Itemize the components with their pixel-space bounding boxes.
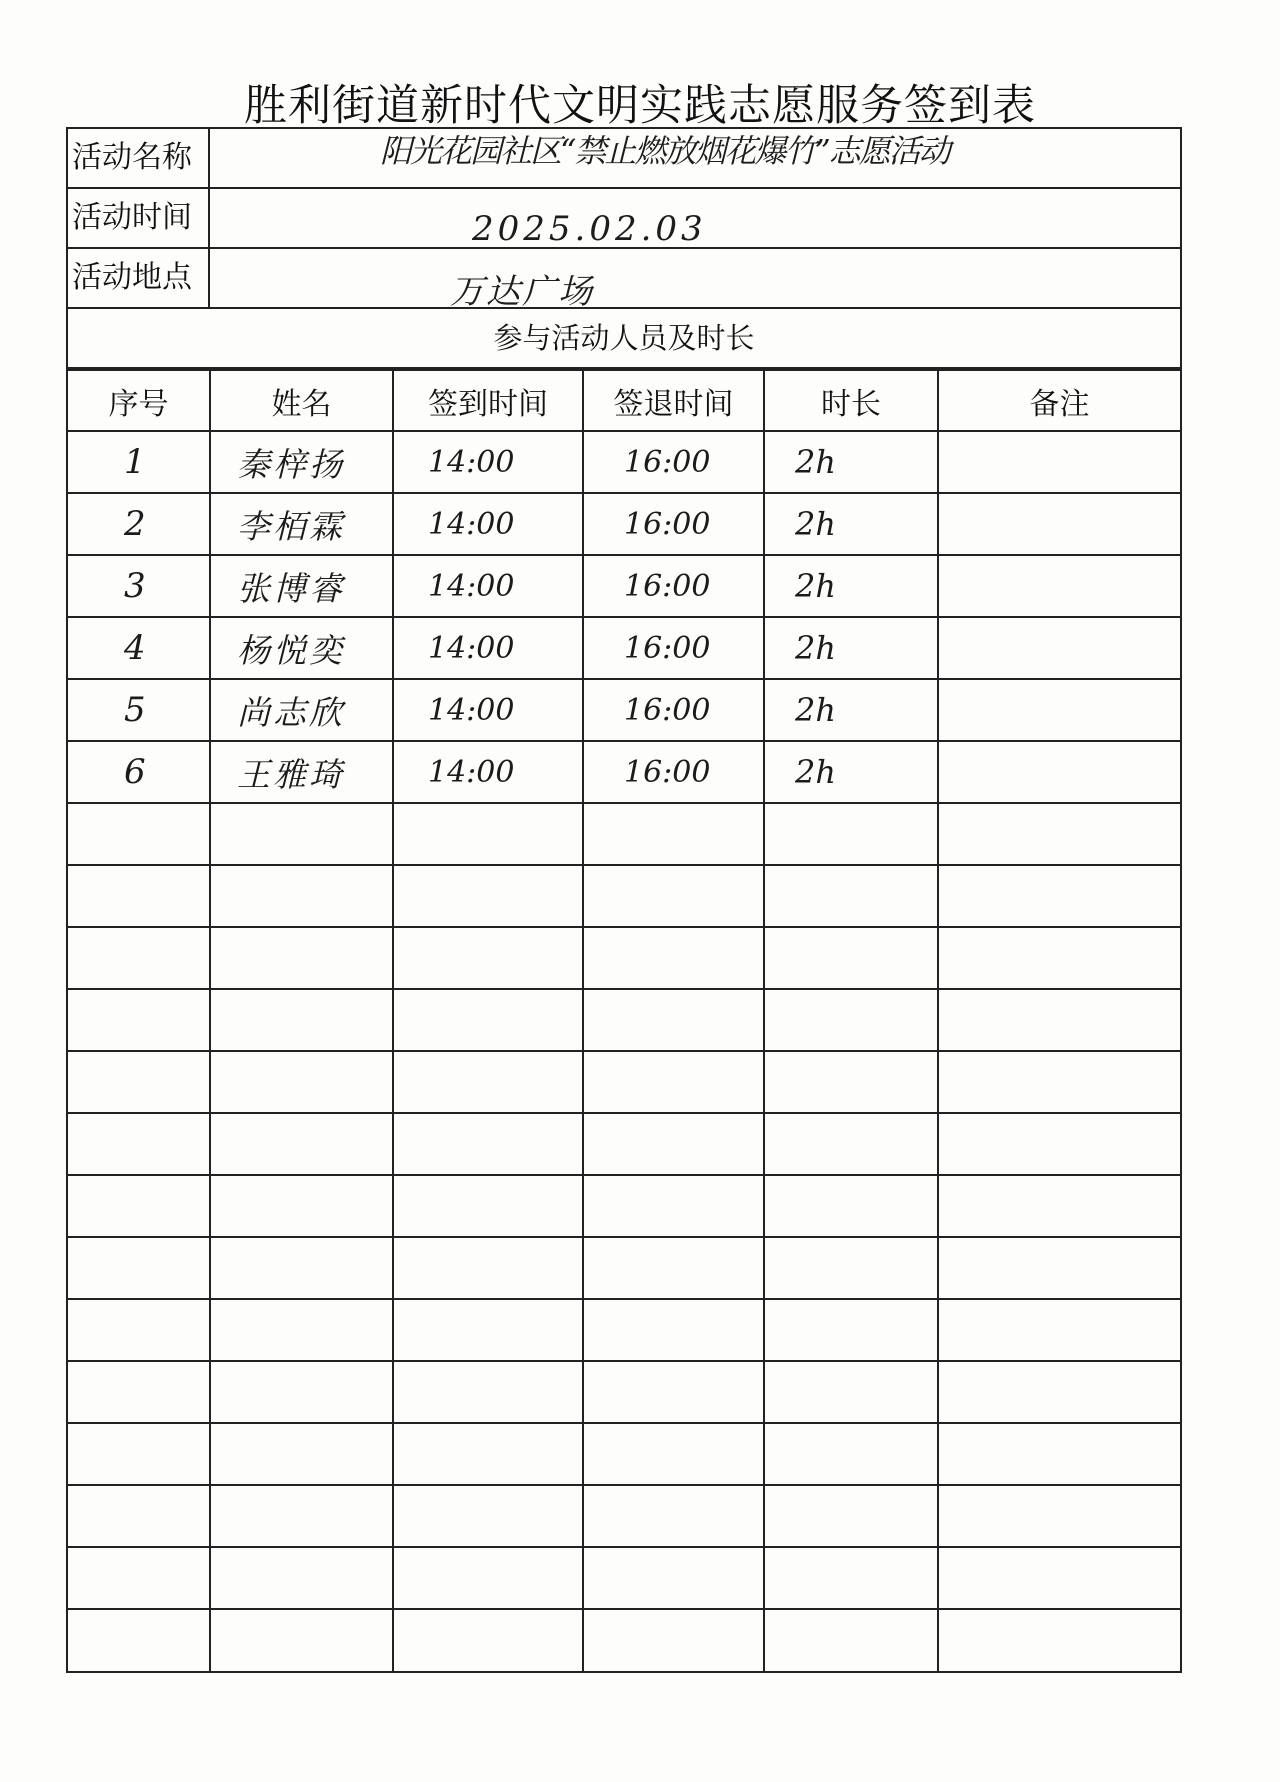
empty-cell <box>393 1175 583 1237</box>
empty-cell <box>68 1609 210 1671</box>
duration-cell: 2h <box>764 617 938 679</box>
empty-table-row <box>68 989 1180 1051</box>
activity-time-row <box>68 189 1180 249</box>
empty-cell <box>764 1175 938 1237</box>
header-seq: 序号 <box>68 370 210 431</box>
sign-out-cell: 16:00 <box>583 741 764 803</box>
empty-cell <box>210 989 393 1051</box>
empty-cell <box>68 1485 210 1547</box>
seq-cell: 2 <box>68 493 210 555</box>
activity-time-label: 活动时间 <box>68 189 210 247</box>
sign-in-cell: 14:00 <box>393 679 583 741</box>
empty-cell <box>393 803 583 865</box>
seq-cell: 1 <box>68 431 210 493</box>
empty-cell <box>68 1237 210 1299</box>
empty-cell <box>68 927 210 989</box>
empty-cell <box>583 989 764 1051</box>
empty-cell <box>210 1547 393 1609</box>
empty-cell <box>393 1485 583 1547</box>
header-note: 备注 <box>938 370 1180 431</box>
table-row <box>68 617 1180 679</box>
activity-time-value: 2025.02.03 <box>472 209 707 249</box>
seq-cell: 4 <box>68 617 210 679</box>
sign-out-cell: 16:00 <box>583 679 764 741</box>
empty-cell <box>938 1051 1180 1113</box>
empty-cell <box>938 1175 1180 1237</box>
empty-cell <box>68 865 210 927</box>
empty-cell <box>210 1237 393 1299</box>
table-row <box>68 679 1180 741</box>
empty-cell <box>393 865 583 927</box>
sign-out-cell: 16:00 <box>583 617 764 679</box>
activity-place-value: 万达广场 <box>450 272 594 312</box>
empty-cell <box>210 1113 393 1175</box>
note-cell <box>938 555 1180 617</box>
empty-table-row <box>68 1361 1180 1423</box>
activity-name-row <box>68 129 1180 189</box>
empty-cell <box>583 1237 764 1299</box>
empty-cell <box>68 1051 210 1113</box>
sign-out-cell: 16:00 <box>583 555 764 617</box>
empty-cell <box>68 1361 210 1423</box>
duration-cell: 2h <box>764 741 938 803</box>
duration-cell: 2h <box>764 493 938 555</box>
empty-cell <box>764 1051 938 1113</box>
empty-cell <box>764 1299 938 1361</box>
note-cell <box>938 493 1180 555</box>
empty-cell <box>583 1175 764 1237</box>
empty-cell <box>764 989 938 1051</box>
empty-cell <box>764 1361 938 1423</box>
empty-cell <box>68 1113 210 1175</box>
empty-table-row <box>68 1299 1180 1361</box>
empty-cell <box>393 1237 583 1299</box>
table-row <box>68 555 1180 617</box>
empty-cell <box>938 1423 1180 1485</box>
empty-cell <box>393 1299 583 1361</box>
empty-table-row <box>68 1485 1180 1547</box>
empty-cell <box>68 1299 210 1361</box>
empty-cell <box>583 1299 764 1361</box>
empty-cell <box>938 1237 1180 1299</box>
empty-table-row <box>68 1051 1180 1113</box>
activity-name-label: 活动名称 <box>68 129 210 187</box>
header-sign-in: 签到时间 <box>393 370 583 431</box>
empty-cell <box>68 1547 210 1609</box>
duration-cell: 2h <box>764 431 938 493</box>
empty-cell <box>764 1485 938 1547</box>
seq-cell: 5 <box>68 679 210 741</box>
sign-in-form <box>66 127 1182 1673</box>
page-title: 胜利街道新时代文明实践志愿服务签到表 <box>244 81 1036 131</box>
empty-cell <box>68 1423 210 1485</box>
empty-cell <box>938 1609 1180 1671</box>
empty-cell <box>393 1361 583 1423</box>
empty-cell <box>583 1547 764 1609</box>
empty-table-row <box>68 803 1180 865</box>
empty-cell <box>583 1361 764 1423</box>
empty-cell <box>938 1361 1180 1423</box>
empty-cell <box>393 1113 583 1175</box>
participants-section-title: 参与活动人员及时长 <box>68 309 1180 369</box>
empty-cell <box>938 989 1180 1051</box>
empty-cell <box>68 803 210 865</box>
empty-cell <box>583 865 764 927</box>
name-cell: 李栢霖 <box>210 493 393 555</box>
empty-cell <box>583 803 764 865</box>
participants-table <box>68 369 1180 1671</box>
seq-cell: 3 <box>68 555 210 617</box>
note-cell <box>938 679 1180 741</box>
note-cell <box>938 617 1180 679</box>
sign-in-cell: 14:00 <box>393 431 583 493</box>
empty-table-row <box>68 1175 1180 1237</box>
empty-cell <box>583 1423 764 1485</box>
header-duration: 时长 <box>764 370 938 431</box>
empty-cell <box>68 1175 210 1237</box>
empty-cell <box>764 1237 938 1299</box>
empty-table-row <box>68 1423 1180 1485</box>
note-cell <box>938 741 1180 803</box>
empty-cell <box>210 927 393 989</box>
activity-place-row <box>68 249 1180 312</box>
empty-cell <box>210 1361 393 1423</box>
header-name: 姓名 <box>210 370 393 431</box>
empty-cell <box>393 1609 583 1671</box>
name-cell: 尚志欣 <box>210 679 393 741</box>
empty-cell <box>210 865 393 927</box>
empty-cell <box>210 1485 393 1547</box>
name-cell: 秦梓扬 <box>210 431 393 493</box>
header-sign-out: 签退时间 <box>583 370 764 431</box>
empty-cell <box>583 1485 764 1547</box>
table-body <box>68 431 1180 1671</box>
empty-cell <box>583 1113 764 1175</box>
empty-cell <box>210 1051 393 1113</box>
empty-cell <box>393 1051 583 1113</box>
empty-cell <box>764 927 938 989</box>
empty-cell <box>938 927 1180 989</box>
empty-cell <box>210 803 393 865</box>
empty-cell <box>938 1547 1180 1609</box>
empty-cell <box>764 1113 938 1175</box>
table-row <box>68 493 1180 555</box>
empty-cell <box>938 1113 1180 1175</box>
activity-name-value: 阳光花园社区“禁止燃放烟花爆竹”志愿活动 <box>380 132 949 170</box>
duration-cell: 2h <box>764 679 938 741</box>
sign-in-cell: 14:00 <box>393 493 583 555</box>
note-cell <box>938 431 1180 493</box>
empty-cell <box>583 1609 764 1671</box>
empty-cell <box>583 927 764 989</box>
empty-table-row <box>68 927 1180 989</box>
empty-cell <box>938 1485 1180 1547</box>
empty-cell <box>764 865 938 927</box>
empty-cell <box>393 989 583 1051</box>
empty-cell <box>68 989 210 1051</box>
empty-cell <box>210 1299 393 1361</box>
empty-table-row <box>68 865 1180 927</box>
sign-in-cell: 14:00 <box>393 741 583 803</box>
empty-cell <box>210 1423 393 1485</box>
seq-cell: 6 <box>68 741 210 803</box>
empty-cell <box>583 1051 764 1113</box>
table-row <box>68 431 1180 493</box>
name-cell: 王雅琦 <box>210 741 393 803</box>
sign-out-cell: 16:00 <box>583 493 764 555</box>
empty-cell <box>393 927 583 989</box>
sign-out-cell: 16:00 <box>583 431 764 493</box>
empty-cell <box>210 1175 393 1237</box>
name-cell: 张博睿 <box>210 555 393 617</box>
table-header-row <box>68 370 1180 431</box>
empty-cell <box>210 1609 393 1671</box>
sign-in-cell: 14:00 <box>393 555 583 617</box>
empty-cell <box>938 803 1180 865</box>
empty-cell <box>764 1609 938 1671</box>
duration-cell: 2h <box>764 555 938 617</box>
empty-cell <box>764 803 938 865</box>
empty-cell <box>393 1547 583 1609</box>
empty-table-row <box>68 1609 1180 1671</box>
empty-table-row <box>68 1113 1180 1175</box>
name-cell: 杨悦奕 <box>210 617 393 679</box>
activity-place-label: 活动地点 <box>68 249 210 307</box>
empty-cell <box>938 1299 1180 1361</box>
empty-cell <box>764 1423 938 1485</box>
sign-in-cell: 14:00 <box>393 617 583 679</box>
empty-table-row <box>68 1547 1180 1609</box>
empty-cell <box>938 865 1180 927</box>
empty-cell <box>393 1423 583 1485</box>
empty-table-row <box>68 1237 1180 1299</box>
table-row <box>68 741 1180 803</box>
empty-cell <box>764 1547 938 1609</box>
